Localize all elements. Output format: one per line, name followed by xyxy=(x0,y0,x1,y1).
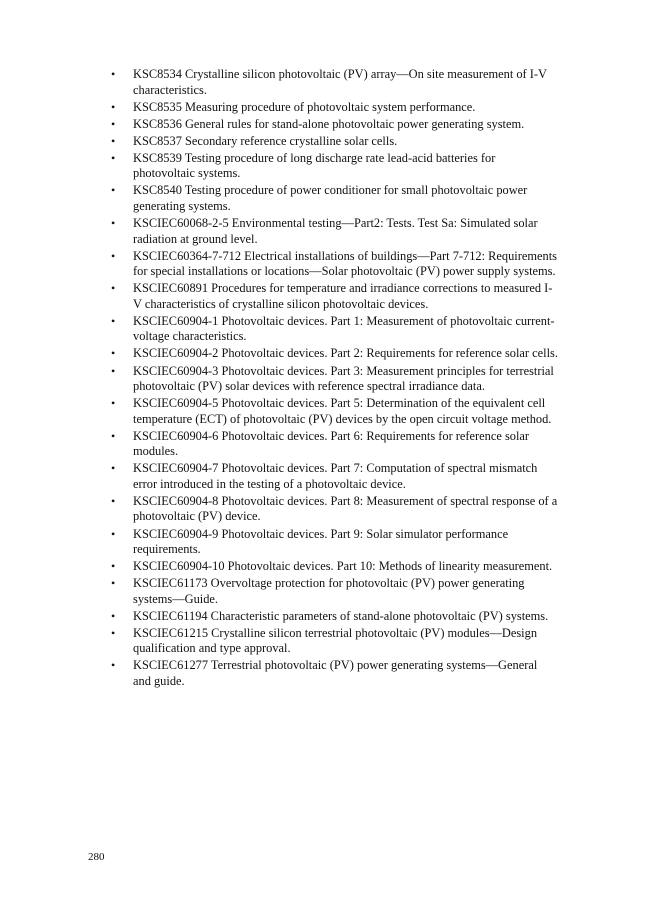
bullet-icon: • xyxy=(111,133,116,148)
list-item xyxy=(108,576,558,607)
list-item xyxy=(108,527,558,558)
list-item xyxy=(108,494,558,525)
list-item-text: KSCIEC60891 Procedures for temperature and irradiance corrections to measured I-V characteristics of crystalline silicon photovoltaic devices. xyxy=(133,281,553,311)
list-item-text: KSC8536 General rules for stand-alone photovoltaic power generating system. xyxy=(133,116,525,131)
bullet-icon: • xyxy=(111,559,116,574)
list-item xyxy=(108,396,558,427)
bullet-icon: • xyxy=(111,67,116,81)
list-item xyxy=(108,429,558,460)
list-item-text: KSC8540 Testing procedure of power conditioner for small photovoltaic power generating systems. xyxy=(133,183,528,213)
list-item xyxy=(108,626,558,657)
bullet-icon: • xyxy=(111,608,116,623)
list-item-text: KSCIEC60904-6 Photovoltaic devices. Part 6: Requirements for reference solar modules. xyxy=(133,428,530,459)
list-item xyxy=(108,314,558,345)
list-item-text: KSCIEC60904-2 Photovoltaic devices. Part 2: Requirements for reference solar cells. xyxy=(133,346,558,361)
list-item-text: KSCIEC61215 Crystalline silicon terrestrial photovoltaic (PV) modules—Design qualification and type approval. xyxy=(133,625,538,656)
bullet-icon: • xyxy=(111,99,116,114)
list-item-text: KSCIEC61277 Terrestrial photovoltaic (PV) power generating systems—General and guide. xyxy=(133,658,538,688)
standards-list xyxy=(108,67,558,691)
list-item-text: KSCIEC60364-7-712 Electrical installations of buildings—Part 7-712: Requirements for special installations or locations—Solar photovoltaic (PV) power supply systems. xyxy=(133,248,557,279)
bullet-icon: • xyxy=(111,625,116,640)
list-item xyxy=(108,461,558,492)
bullet-icon: • xyxy=(111,116,116,131)
list-item xyxy=(108,117,558,133)
list-item xyxy=(108,281,558,312)
list-item xyxy=(108,134,558,150)
bullet-icon: • xyxy=(111,363,116,378)
list-item-text: KSCIEC60904-10 Photovoltaic devices. Part 10: Methods of linearity measurement. xyxy=(133,559,553,574)
list-item-text: KSC8537 Secondary reference crystalline solar cells. xyxy=(133,133,398,148)
bullet-icon: • xyxy=(111,216,116,231)
bullet-icon: • xyxy=(111,526,116,541)
bullet-icon: • xyxy=(111,396,116,411)
bullet-icon: • xyxy=(111,346,116,361)
bullet-icon: • xyxy=(111,281,116,296)
list-item-text: KSCIEC60904-9 Photovoltaic devices. Part 9: Solar simulator performance requirements. xyxy=(133,526,509,556)
page-number: 280 xyxy=(88,851,105,863)
list-item-text: KSCIEC61194 Characteristic parameters of stand-alone photovoltaic (PV) systems. xyxy=(133,608,549,623)
list-item-text: KSC8535 Measuring procedure of photovoltaic system performance. xyxy=(133,99,476,114)
list-item xyxy=(108,658,558,689)
list-item xyxy=(108,346,558,362)
bullet-icon: • xyxy=(111,461,116,476)
list-item xyxy=(108,609,558,625)
list-item-text: KSCIEC60904-7 Photovoltaic devices. Part 7: Computation of spectral mismatch error introduced in the testing of a photovoltaic device. xyxy=(133,461,538,491)
list-item-text: KSCIEC60904-5 Photovoltaic devices. Part 5: Determination of the equivalent cell temperature (ECT) of photovoltaic (PV) devices by the open circuit voltage method. xyxy=(133,396,552,426)
list-item-text: KSC8539 Testing procedure of long discharge rate lead-acid batteries for photovoltaic systems. xyxy=(133,150,496,181)
list-item-text: KSC8534 Crystalline silicon photovoltaic (PV) array—On site measurement of I-V characteristics. xyxy=(133,67,547,97)
list-item xyxy=(108,216,558,247)
list-item xyxy=(108,100,558,116)
list-item xyxy=(108,183,558,214)
bullet-icon: • xyxy=(111,248,116,263)
list-item-text: KSCIEC60904-8 Photovoltaic devices. Part 8: Measurement of spectral response of a photovoltaic (PV) device. xyxy=(133,493,558,524)
list-item-text: KSCIEC60904-3 Photovoltaic devices. Part 3: Measurement principles for terrestrial photovoltaic (PV) solar devices with reference spectral irradiance data. xyxy=(133,363,554,394)
bullet-icon: • xyxy=(111,150,116,165)
list-item xyxy=(108,151,558,182)
list-item xyxy=(108,364,558,395)
bullet-icon: • xyxy=(111,658,116,673)
bullet-icon: • xyxy=(111,313,116,328)
bullet-icon: • xyxy=(111,428,116,443)
list-item-text: KSCIEC60068-2-5 Environmental testing—Part2: Tests. Test Sa: Simulated solar radiation at ground level. xyxy=(133,216,538,246)
bullet-icon: • xyxy=(111,183,116,198)
list-item xyxy=(108,249,558,280)
list-item-text: KSCIEC61173 Overvoltage protection for photovoltaic (PV) power generating systems—Guide. xyxy=(133,576,525,606)
bullet-icon: • xyxy=(111,576,116,591)
list-item xyxy=(108,67,558,98)
list-item xyxy=(108,559,558,575)
list-item-text: KSCIEC60904-1 Photovoltaic devices. Part 1: Measurement of photovoltaic current-voltage characteristics. xyxy=(133,313,555,344)
bullet-icon: • xyxy=(111,493,116,508)
